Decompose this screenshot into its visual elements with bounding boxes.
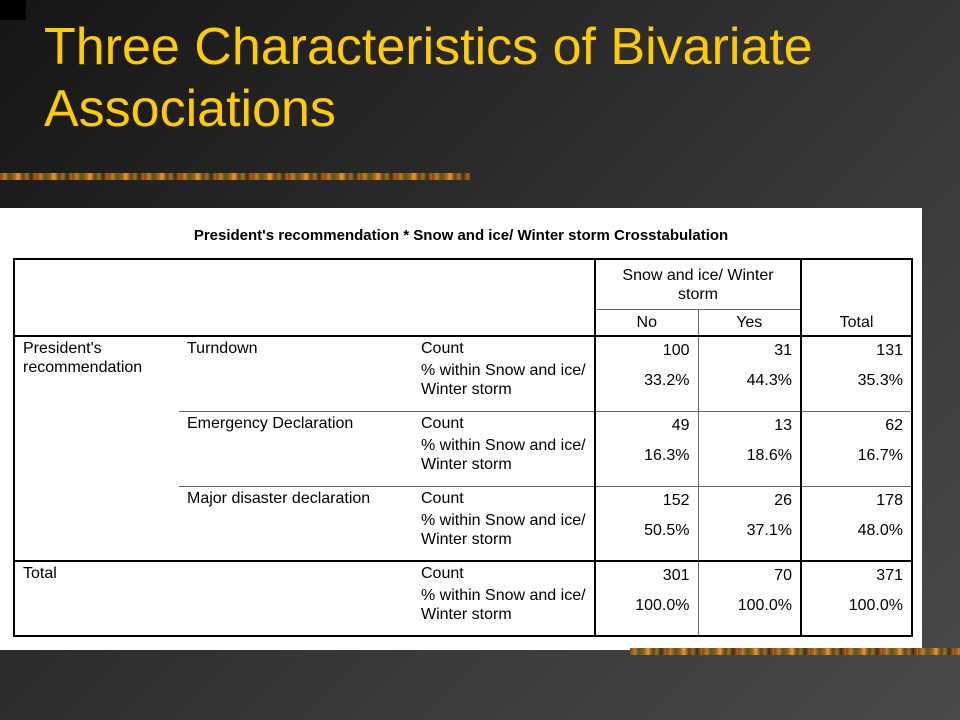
crosstab-panel [0,208,922,650]
cell-value: 62 [801,411,912,436]
decorative-band-bottom [630,648,960,655]
total-row-label: Total [14,561,413,636]
row-var-label: President's recommendation [23,340,143,376]
stat-label: Count [413,411,595,436]
stat-label: Count [413,561,595,586]
cell-value: 16.7% [801,436,912,486]
cell-value: 152 [595,486,698,511]
cell-value: 31 [698,336,801,361]
cell-value: 16.3% [595,436,698,486]
title-line-2: Associations [44,80,336,138]
corner-block [0,0,26,20]
cell-value: 33.2% [595,361,698,411]
row-label-emergency: Emergency Declaration [179,411,413,486]
stat-label: % within Snow and ice/ Winter storm [421,587,586,623]
table-row-total [14,561,912,586]
stat-label: Count [421,340,464,357]
cell-value: 301 [595,561,698,586]
header-empty-cell [14,259,595,336]
crosstab-title: President's recommendation * Snow and ice/ Winter storm Crosstabulation [193,227,729,244]
title-line-1: Three Characteristics of Bivariate [44,18,813,76]
slide-title [44,16,944,140]
cell-value: 48.0% [801,511,912,561]
col-total-header: Total [801,259,912,336]
cell-value: 18.6% [698,436,801,486]
crosstab-table [13,258,913,637]
stat-label: Count [413,486,595,511]
table-row [14,336,912,361]
cell-value: 100.0% [801,586,912,636]
cell-value: 26 [698,486,801,511]
decorative-band-top [0,173,470,180]
cell-value: 131 [801,336,912,361]
cell-value: 100 [595,336,698,361]
cell-value: 100.0% [595,586,698,636]
col-yes-header: Yes [698,309,801,336]
cell-value: 371 [801,561,912,586]
cell-value: 178 [801,486,912,511]
row-label-major-disaster: Major disaster declaration [179,486,413,561]
cell-value: 49 [595,411,698,436]
col-group-header: Snow and ice/ Winter storm [595,259,801,309]
stat-label: % within Snow and ice/ Winter storm [421,512,586,548]
cell-value: 13 [698,411,801,436]
row-label-turndown: Turndown [187,340,258,357]
cell-value: 37.1% [698,511,801,561]
cell-value: 70 [698,561,801,586]
header-row-group [14,259,912,309]
cell-value: 50.5% [595,511,698,561]
stat-label: % within Snow and ice/ Winter storm [421,362,586,398]
stat-label: % within Snow and ice/ Winter storm [421,437,586,473]
cell-value: 35.3% [801,361,912,411]
cell-value: 44.3% [698,361,801,411]
col-no-header: No [595,309,698,336]
cell-value: 100.0% [698,586,801,636]
